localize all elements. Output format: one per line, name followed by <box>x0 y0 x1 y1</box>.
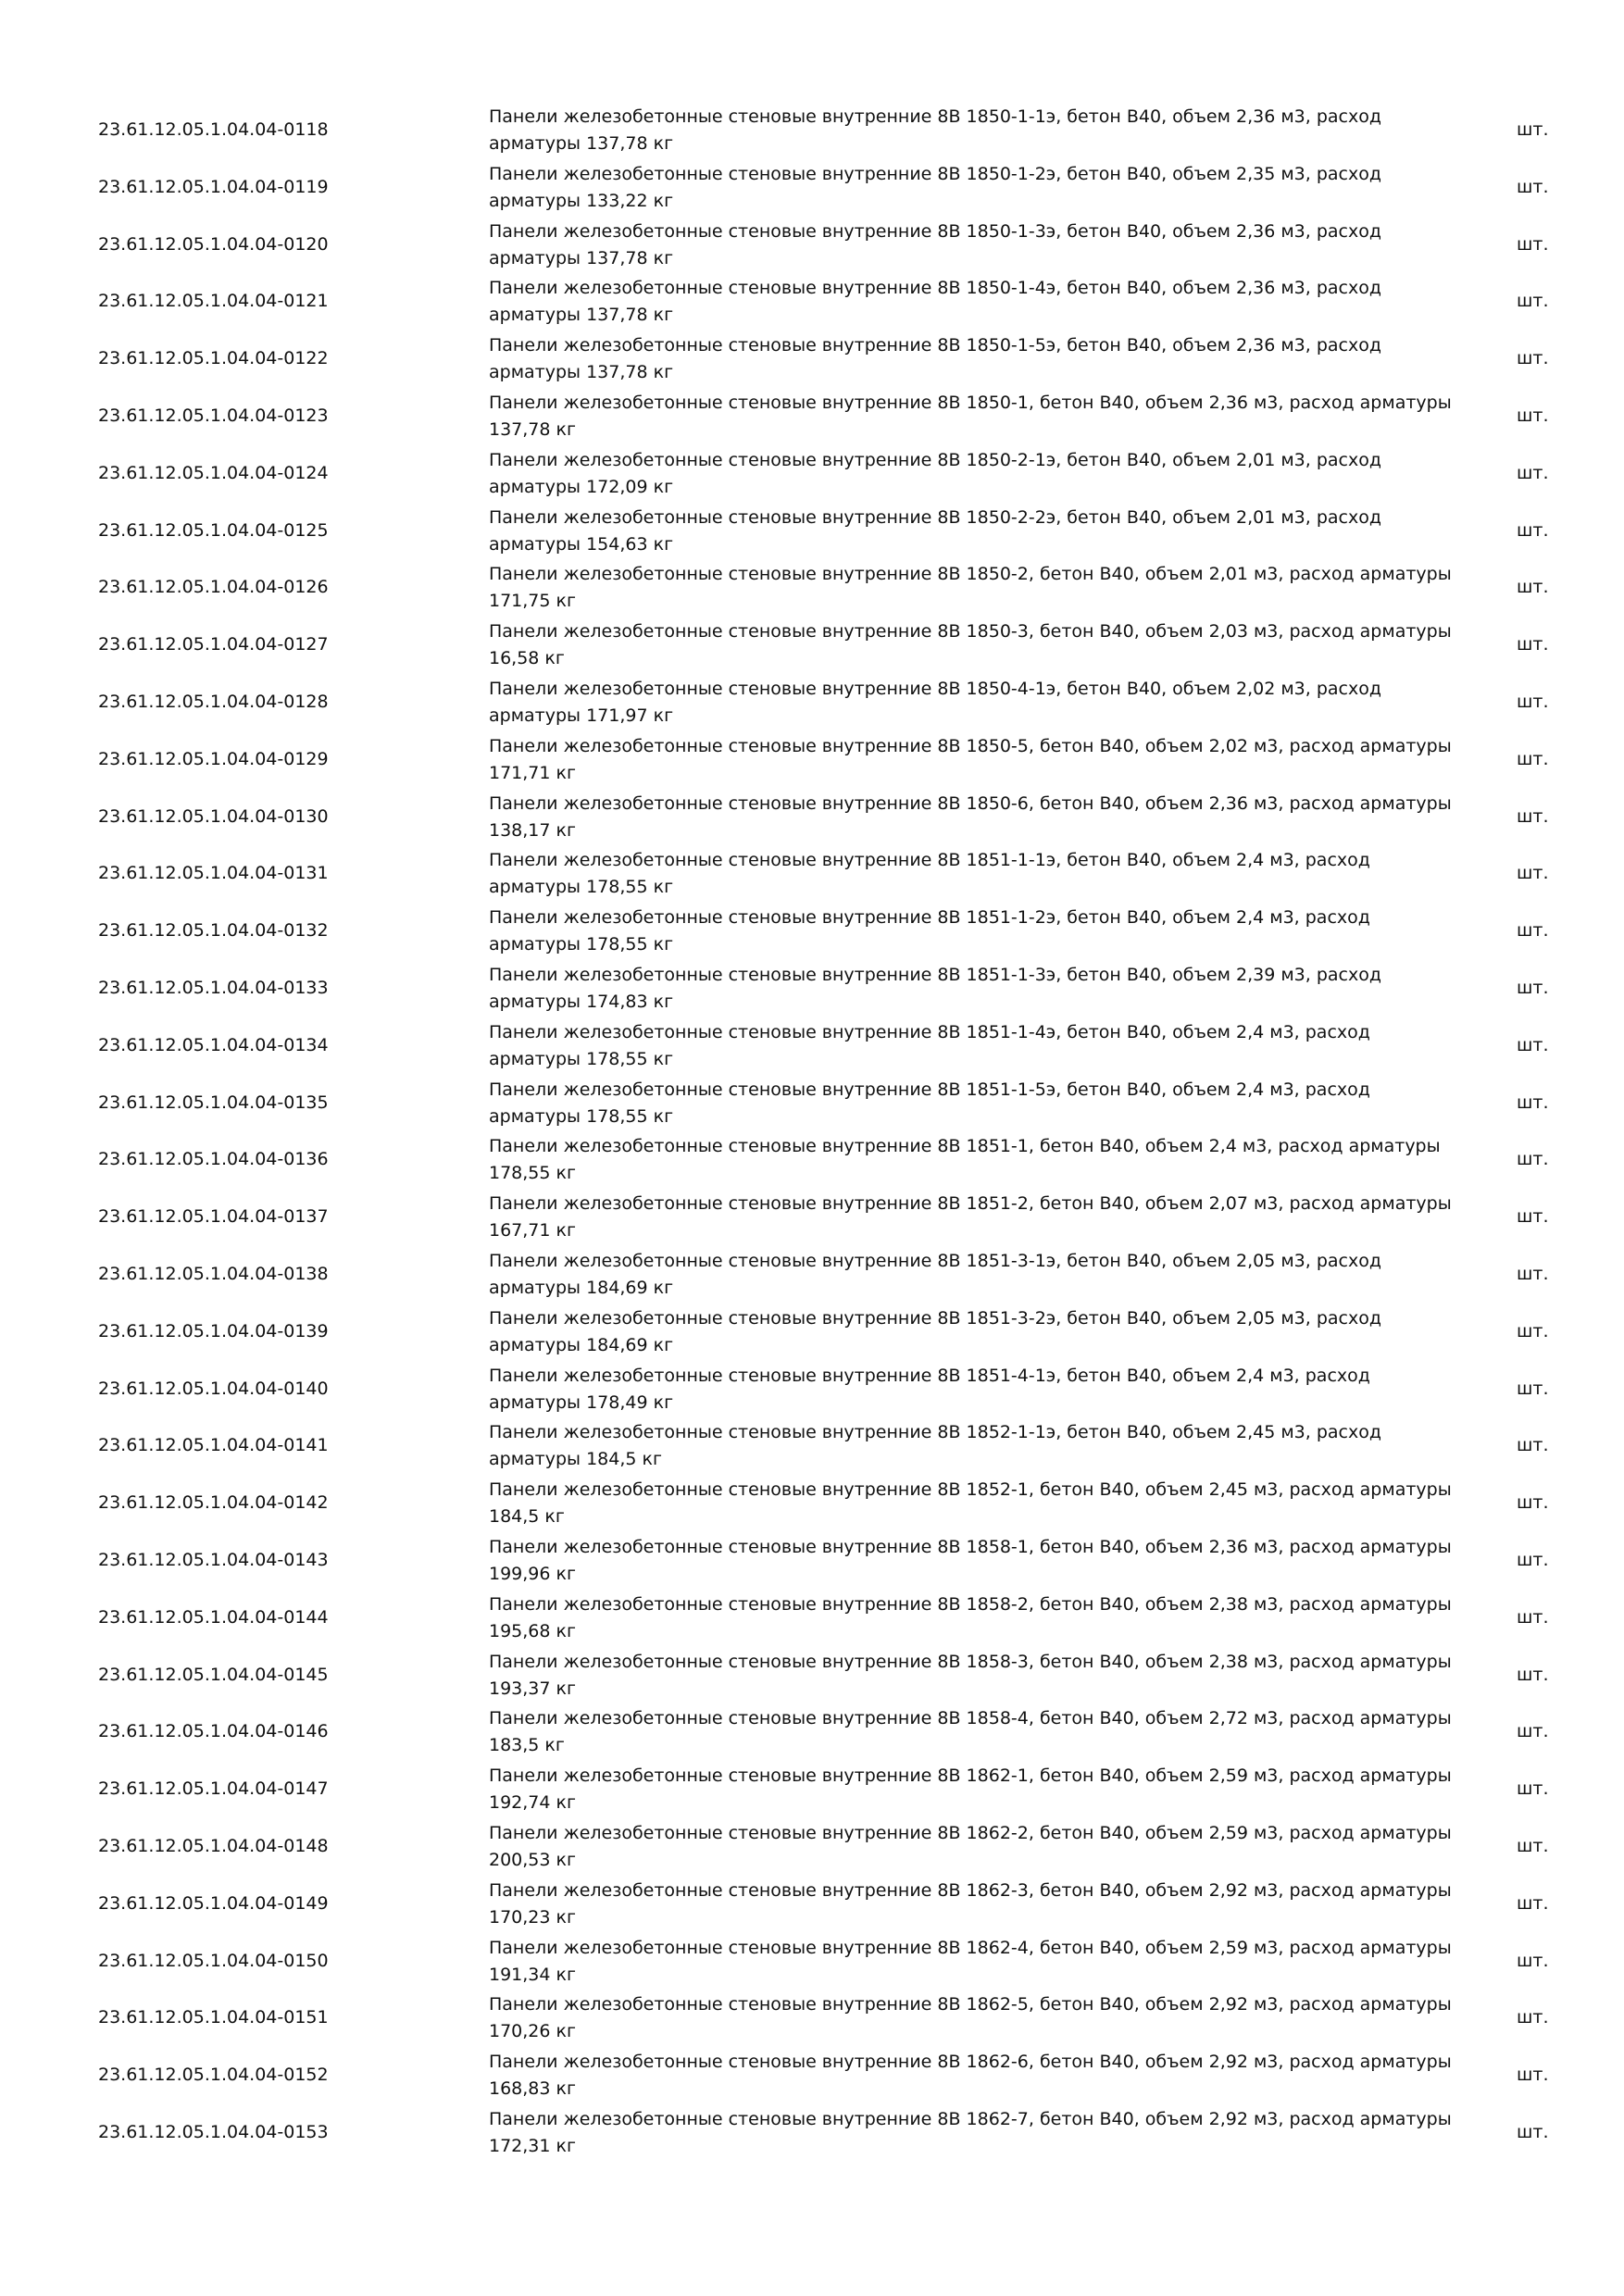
table-row <box>0 2104 1624 2162</box>
table-row <box>0 789 1624 846</box>
resource-description: Панели железобетонные стеновые внутренние 8В 1862-1, бетон В40, объем 2,59 м3, расход арматуры 192,74 кг <box>489 1766 1452 1814</box>
unit-of-measure: шт. <box>1517 119 1549 140</box>
resource-description: Панели железобетонные стеновые внутренние 8В 1851-1-3э, бетон В40, объем 2,39 м3, расход арматуры 174,83 кг <box>489 964 1381 1012</box>
unit-of-measure: шт. <box>1517 1950 1549 1971</box>
resource-code: 23.61.12.05.1.04.04-0134 <box>98 1034 329 1055</box>
resource-description: Панели железобетонные стеновые внутренние 8В 1850-5, бетон В40, объем 2,02 м3, расход арматуры 171,71 кг <box>489 735 1452 783</box>
resource-code: 23.61.12.05.1.04.04-0153 <box>98 2121 329 2142</box>
table-row <box>0 1590 1624 1647</box>
unit-of-measure: шт. <box>1517 233 1549 255</box>
table-row <box>0 617 1624 674</box>
resource-code: 23.61.12.05.1.04.04-0150 <box>98 1950 329 1971</box>
resource-description: Панели железобетонные стеновые внутренние 8В 1862-5, бетон В40, объем 2,92 м3, расход арматуры 170,26 кг <box>489 1994 1452 2042</box>
unit-of-measure: шт. <box>1517 1721 1549 1742</box>
table-row <box>0 1990 1624 2047</box>
unit-of-measure: шт. <box>1517 1263 1549 1284</box>
resource-code: 23.61.12.05.1.04.04-0139 <box>98 1320 329 1341</box>
resource-description: Панели железобетонные стеновые внутренние 8В 1850-4-1э, бетон В40, объем 2,02 м3, расход арматуры 171,97 кг <box>489 678 1381 726</box>
unit-of-measure: шт. <box>1517 691 1549 712</box>
resource-description: Панели железобетонные стеновые внутренние 8В 1862-2, бетон В40, объем 2,59 м3, расход арматуры 200,53 кг <box>489 1822 1452 1870</box>
table-row <box>0 273 1624 331</box>
unit-of-measure: шт. <box>1517 920 1549 942</box>
resource-description: Панели железобетонные стеновые внутренние 8В 1850-3, бетон В40, объем 2,03 м3, расход арматуры 16,58 кг <box>489 621 1452 669</box>
resource-description: Панели железобетонные стеновые внутренние 8В 1858-4, бетон В40, объем 2,72 м3, расход арматуры 183,5 кг <box>489 1708 1452 1756</box>
resource-code: 23.61.12.05.1.04.04-0136 <box>98 1149 329 1170</box>
table-row <box>0 388 1624 445</box>
resource-code: 23.61.12.05.1.04.04-0135 <box>98 1092 329 1113</box>
resource-description: Панели железобетонные стеновые внутренние 8В 1851-3-1э, бетон В40, объем 2,05 м3, расход арматуры 184,69 кг <box>489 1250 1381 1298</box>
resource-description: Панели железобетонные стеновые внутренние 8В 1851-1-4э, бетон В40, объем 2,4 м3, расход арматуры 178,55 кг <box>489 1021 1370 1069</box>
resource-description: Панели железобетонные стеновые внутренние 8В 1862-3, бетон В40, объем 2,92 м3, расход арматуры 170,23 кг <box>489 1879 1452 1928</box>
resource-code: 23.61.12.05.1.04.04-0142 <box>98 1492 329 1514</box>
resource-code: 23.61.12.05.1.04.04-0130 <box>98 805 329 827</box>
resource-description: Панели железобетонные стеновые внутренние 8В 1850-2-1э, бетон В40, объем 2,01 м3, расход арматуры 172,09 кг <box>489 449 1381 497</box>
unit-of-measure: шт. <box>1517 1092 1549 1113</box>
unit-of-measure: шт. <box>1517 2007 1549 2028</box>
unit-of-measure: шт. <box>1517 1435 1549 1456</box>
unit-of-measure: шт. <box>1517 405 1549 426</box>
table-row <box>0 1246 1624 1304</box>
resource-code: 23.61.12.05.1.04.04-0144 <box>98 1606 329 1628</box>
resource-code: 23.61.12.05.1.04.04-0126 <box>98 577 329 598</box>
resource-description: Панели железобетонные стеновые внутренние 8В 1852-1-1э, бетон В40, объем 2,45 м3, расход арматуры 184,5 кг <box>489 1422 1381 1470</box>
resource-code: 23.61.12.05.1.04.04-0124 <box>98 462 329 483</box>
table-row <box>0 674 1624 731</box>
unit-of-measure: шт. <box>1517 1606 1549 1628</box>
resource-description: Панели железобетонные стеновые внутренние 8В 1862-6, бетон В40, объем 2,92 м3, расход арматуры 168,83 кг <box>489 2052 1452 2100</box>
table-row <box>0 845 1624 903</box>
table-row <box>0 1361 1624 1418</box>
unit-of-measure: шт. <box>1517 1778 1549 1800</box>
unit-of-measure: шт. <box>1517 577 1549 598</box>
unit-of-measure: шт. <box>1517 176 1549 197</box>
unit-of-measure: шт. <box>1517 348 1549 369</box>
table-row <box>0 217 1624 274</box>
resource-description: Панели железобетонные стеновые внутренние 8В 1851-1-5э, бетон В40, объем 2,4 м3, расход арматуры 178,55 кг <box>489 1079 1370 1127</box>
resource-code: 23.61.12.05.1.04.04-0145 <box>98 1664 329 1685</box>
table-row <box>0 503 1624 560</box>
resource-code: 23.61.12.05.1.04.04-0152 <box>98 2065 329 2086</box>
unit-of-measure: шт. <box>1517 519 1549 541</box>
table-row <box>0 1189 1624 1246</box>
table-row <box>0 159 1624 217</box>
resource-description: Панели железобетонные стеновые внутренние 8В 1850-2, бетон В40, объем 2,01 м3, расход арматуры 171,75 кг <box>489 564 1452 612</box>
resource-code: 23.61.12.05.1.04.04-0140 <box>98 1378 329 1399</box>
table-row <box>0 559 1624 617</box>
resource-description: Панели железобетонные стеновые внутренние 8В 1858-1, бетон В40, объем 2,36 м3, расход арматуры 199,96 кг <box>489 1536 1452 1584</box>
resource-code: 23.61.12.05.1.04.04-0118 <box>98 119 329 140</box>
resource-description: Панели железобетонные стеновые внутренние 8В 1850-1, бетон В40, объем 2,36 м3, расход арматуры 137,78 кг <box>489 392 1452 440</box>
resource-description: Панели железобетонные стеновые внутренние 8В 1858-2, бетон В40, объем 2,38 м3, расход арматуры 195,68 кг <box>489 1593 1452 1641</box>
resource-code: 23.61.12.05.1.04.04-0131 <box>98 863 329 884</box>
unit-of-measure: шт. <box>1517 1549 1549 1570</box>
unit-of-measure: шт. <box>1517 291 1549 312</box>
table-row <box>0 1933 1624 1990</box>
resource-code: 23.61.12.05.1.04.04-0141 <box>98 1435 329 1456</box>
unit-of-measure: шт. <box>1517 1892 1549 1914</box>
resource-code: 23.61.12.05.1.04.04-0119 <box>98 176 329 197</box>
resource-code: 23.61.12.05.1.04.04-0133 <box>98 977 329 998</box>
unit-of-measure: шт. <box>1517 2065 1549 2086</box>
resource-description: Панели железобетонные стеновые внутренние 8В 1862-7, бетон В40, объем 2,92 м3, расход арматуры 172,31 кг <box>489 2108 1452 2156</box>
resource-code: 23.61.12.05.1.04.04-0146 <box>98 1721 329 1742</box>
unit-of-measure: шт. <box>1517 748 1549 769</box>
table-row <box>0 2047 1624 2104</box>
table-row <box>0 1475 1624 1532</box>
resource-description: Панели железобетонные стеновые внутренние 8В 1850-1-3э, бетон В40, объем 2,36 м3, расход арматуры 137,78 кг <box>489 220 1381 268</box>
resource-code: 23.61.12.05.1.04.04-0123 <box>98 405 329 426</box>
unit-of-measure: шт. <box>1517 805 1549 827</box>
table-row <box>0 102 1624 159</box>
table-row <box>0 1532 1624 1590</box>
resource-code: 23.61.12.05.1.04.04-0151 <box>98 2007 329 2028</box>
price-table <box>0 102 1624 2162</box>
resource-description: Панели железобетонные стеновые внутренние 8В 1851-1-2э, бетон В40, объем 2,4 м3, расход арматуры 178,55 кг <box>489 907 1370 955</box>
unit-of-measure: шт. <box>1517 1149 1549 1170</box>
unit-of-measure: шт. <box>1517 634 1549 655</box>
unit-of-measure: шт. <box>1517 1206 1549 1228</box>
resource-description: Панели железобетонные стеновые внутренние 8В 1850-1-4э, бетон В40, объем 2,36 м3, расход арматуры 137,78 кг <box>489 278 1381 326</box>
resource-description: Панели железобетонные стеновые внутренние 8В 1851-2, бетон В40, объем 2,07 м3, расход арматуры 167,71 кг <box>489 1193 1452 1242</box>
resource-code: 23.61.12.05.1.04.04-0125 <box>98 519 329 541</box>
resource-description: Панели железобетонные стеновые внутренние 8В 1850-1-1э, бетон В40, объем 2,36 м3, расход арматуры 137,78 кг <box>489 106 1381 154</box>
unit-of-measure: шт. <box>1517 863 1549 884</box>
table-row <box>0 331 1624 388</box>
table-row <box>0 960 1624 1017</box>
table-row <box>0 731 1624 789</box>
resource-description: Панели железобетонные стеновые внутренние 8В 1850-1-5э, бетон В40, объем 2,36 м3, расход арматуры 137,78 кг <box>489 335 1381 383</box>
resource-code: 23.61.12.05.1.04.04-0127 <box>98 634 329 655</box>
table-row <box>0 1818 1624 1876</box>
resource-code: 23.61.12.05.1.04.04-0128 <box>98 691 329 712</box>
resource-code: 23.61.12.05.1.04.04-0147 <box>98 1778 329 1800</box>
resource-code: 23.61.12.05.1.04.04-0120 <box>98 233 329 255</box>
table-row <box>0 1131 1624 1189</box>
unit-of-measure: шт. <box>1517 1664 1549 1685</box>
unit-of-measure: шт. <box>1517 1034 1549 1055</box>
unit-of-measure: шт. <box>1517 977 1549 998</box>
resource-description: Панели железобетонные стеновые внутренние 8В 1851-1, бетон В40, объем 2,4 м3, расход арматуры 178,55 кг <box>489 1136 1441 1184</box>
resource-description: Панели железобетонные стеновые внутренние 8В 1851-3-2э, бетон В40, объем 2,05 м3, расход арматуры 184,69 кг <box>489 1307 1381 1355</box>
resource-code: 23.61.12.05.1.04.04-0148 <box>98 1835 329 1856</box>
resource-description: Панели железобетонные стеновые внутренние 8В 1851-1-1э, бетон В40, объем 2,4 м3, расход арматуры 178,55 кг <box>489 850 1370 898</box>
table-row <box>0 1417 1624 1475</box>
resource-description: Панели железобетонные стеновые внутренние 8В 1851-4-1э, бетон В40, объем 2,4 м3, расход арматуры 178,49 кг <box>489 1365 1370 1413</box>
unit-of-measure: шт. <box>1517 1492 1549 1514</box>
table-row <box>0 1075 1624 1132</box>
table-row <box>0 445 1624 503</box>
resource-code: 23.61.12.05.1.04.04-0149 <box>98 1892 329 1914</box>
table-row <box>0 1017 1624 1075</box>
unit-of-measure: шт. <box>1517 2121 1549 2142</box>
resource-code: 23.61.12.05.1.04.04-0129 <box>98 748 329 769</box>
unit-of-measure: шт. <box>1517 462 1549 483</box>
table-row <box>0 1647 1624 1704</box>
resource-code: 23.61.12.05.1.04.04-0122 <box>98 348 329 369</box>
table-row <box>0 1703 1624 1761</box>
resource-code: 23.61.12.05.1.04.04-0143 <box>98 1549 329 1570</box>
resource-description: Панели железобетонные стеновые внутренние 8В 1858-3, бетон В40, объем 2,38 м3, расход арматуры 193,37 кг <box>489 1651 1452 1699</box>
resource-description: Панели железобетонные стеновые внутренние 8В 1850-6, бетон В40, объем 2,36 м3, расход арматуры 138,17 кг <box>489 792 1452 841</box>
resource-description: Панели железобетонные стеновые внутренние 8В 1850-1-2э, бетон В40, объем 2,35 м3, расход арматуры 133,22 кг <box>489 163 1381 211</box>
resource-code: 23.61.12.05.1.04.04-0132 <box>98 920 329 942</box>
table-row <box>0 1761 1624 1818</box>
resource-code: 23.61.12.05.1.04.04-0121 <box>98 291 329 312</box>
resource-code: 23.61.12.05.1.04.04-0137 <box>98 1206 329 1228</box>
table-row <box>0 1876 1624 1933</box>
resource-description: Панели железобетонные стеновые внутренние 8В 1862-4, бетон В40, объем 2,59 м3, расход арматуры 191,34 кг <box>489 1937 1452 1985</box>
unit-of-measure: шт. <box>1517 1378 1549 1399</box>
resource-description: Панели железобетонные стеновые внутренние 8В 1852-1, бетон В40, объем 2,45 м3, расход арматуры 184,5 кг <box>489 1479 1452 1528</box>
table-row <box>0 1304 1624 1361</box>
unit-of-measure: шт. <box>1517 1320 1549 1341</box>
unit-of-measure: шт. <box>1517 1835 1549 1856</box>
resource-description: Панели железобетонные стеновые внутренние 8В 1850-2-2э, бетон В40, объем 2,01 м3, расход арматуры 154,63 кг <box>489 506 1381 555</box>
table-row <box>0 903 1624 960</box>
resource-code: 23.61.12.05.1.04.04-0138 <box>98 1263 329 1284</box>
